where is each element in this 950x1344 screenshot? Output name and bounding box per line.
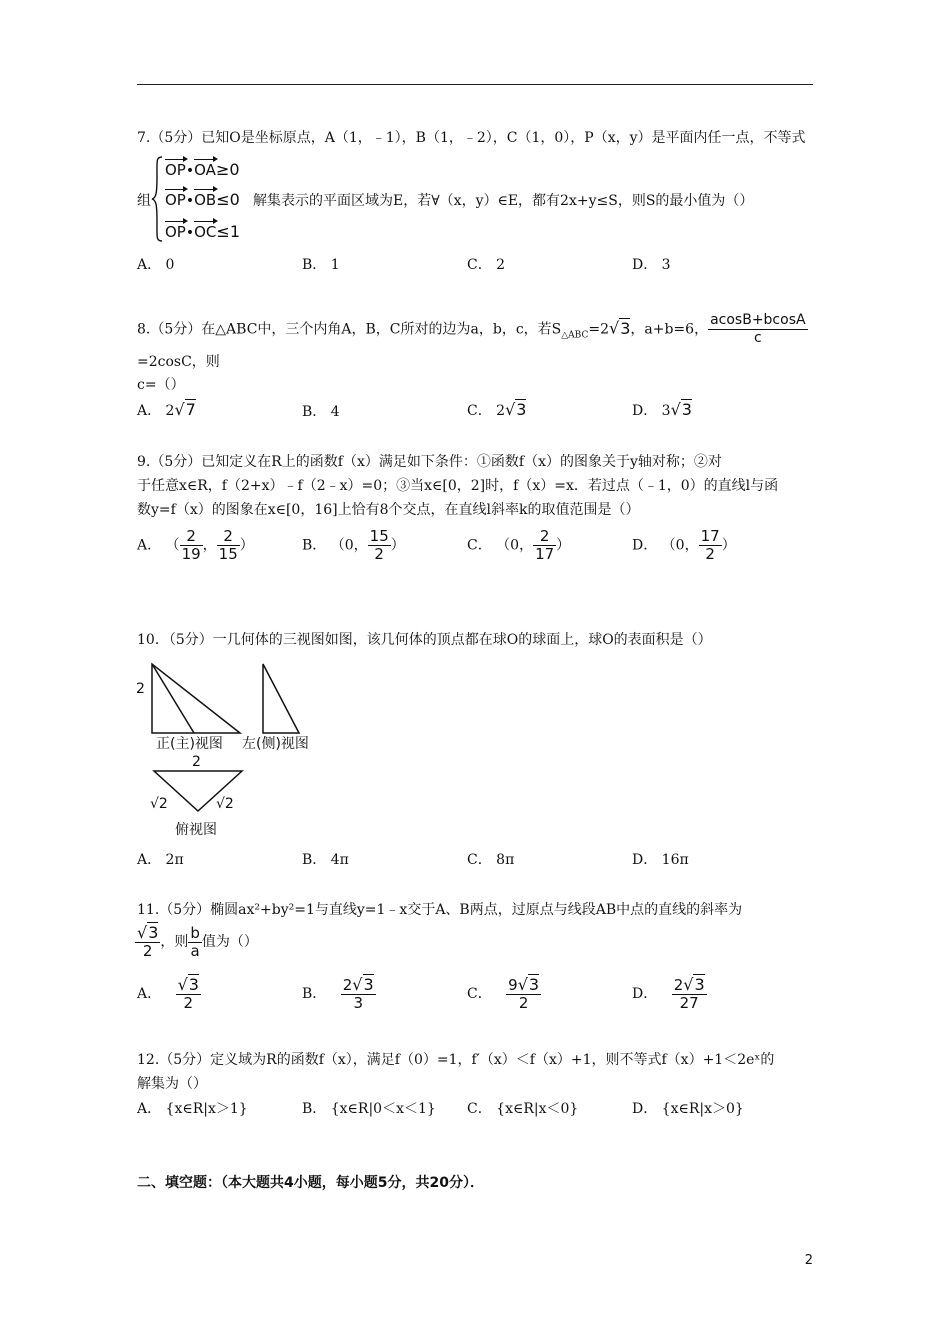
dim-sqrt-right-label: √2 bbox=[216, 796, 234, 812]
q11-line-2: $\frac{√3}{2}$ ，则 $\frac{b}{a}$ 值为（） bbox=[137, 923, 258, 960]
q12-option-d[interactable]: D． {x∈R|x＞0} bbox=[632, 1101, 744, 1117]
q9-line-3: 数y=f（x）的图象在x∈[0，16]上恰有8个交点，在直线l斜率k的取值范围是（） bbox=[137, 502, 640, 518]
q10-option-c[interactable]: C． 8π bbox=[467, 852, 515, 868]
q7-option-c[interactable]: C． 2 bbox=[467, 257, 506, 273]
dim-height-label: 2 bbox=[136, 681, 145, 697]
top-view-label: 俯视图 bbox=[175, 822, 217, 838]
side-view-label: 左(侧)视图 bbox=[242, 736, 309, 752]
q9-option-d[interactable]: D． （0， $\frac{17}{2}$ ） bbox=[632, 527, 736, 563]
q8-option-c[interactable]: C． 2√3 bbox=[467, 400, 527, 419]
q8-line-3: c=（） bbox=[137, 377, 185, 393]
q12-option-b[interactable]: B． {x∈R|0＜x＜1} bbox=[302, 1101, 436, 1117]
q7-prefix: 组 bbox=[137, 193, 151, 209]
q8-option-a[interactable]: A． 2√7 bbox=[137, 400, 196, 419]
q9-line-2: 于任意x∈R，f（2+x）﹣f（2﹣x）=0；③当x∈[0，2]时，f（x）=x．若过点（﹣1，0）的直线l与函 bbox=[137, 478, 779, 494]
q12-line-1: 12.（5分）定义域为R的函数f（x），满足f（0）=1，f′（x）＜f（x）+1，则不等式f（x）+1＜2eˣ的 bbox=[137, 1052, 775, 1068]
q9-option-b[interactable]: B． （0， $\frac{15}{2}$ ） bbox=[302, 527, 405, 563]
q10-option-a[interactable]: A． 2π bbox=[137, 852, 184, 868]
header-rule bbox=[137, 84, 813, 85]
q11-line-1: 11.（5分）椭圆ax²+by²=1与直线y=1﹣x交于A、B两点，过原点与线段AB中点的直线的斜率为 bbox=[137, 902, 743, 918]
q8-fraction: $\frac{acosB+bcosA}{c}$ bbox=[710, 312, 806, 346]
q7-option-b[interactable]: B． 1 bbox=[302, 257, 340, 273]
q7-system-line-2: OP•OB≤0 bbox=[165, 190, 240, 209]
q8-line-2: =2cosC，则 bbox=[137, 354, 220, 370]
q8-stem: 8.（5分）在△ABC中，三个内角A，B，C所对的边为a，b，c，若$S_{\triangle ABC}=2√3$，a+b=6， $\frac{acosB+bcosA}{c}$ bbox=[137, 312, 806, 346]
q7-brace-icon bbox=[151, 156, 163, 242]
q7-system-line-1: OP•OA≥0 bbox=[165, 160, 240, 179]
q7-option-a[interactable]: A． 0 bbox=[137, 257, 175, 273]
q11-option-d[interactable]: D． $\frac{2√3}{27}$ bbox=[632, 975, 705, 1012]
side-view-triangle bbox=[263, 664, 299, 733]
q11-option-b[interactable]: B． $\frac{2√3}{3}$ bbox=[302, 975, 374, 1012]
q7-tail: 解集表示的平面区域为E，若∀（x，y）∈E，都有2x+y≤S，则S的最小值为（） bbox=[253, 193, 754, 209]
sqrt-icon: √3 bbox=[609, 318, 631, 338]
q8-option-d[interactable]: D． 3√3 bbox=[632, 400, 692, 419]
q8-option-b[interactable]: B． 4 bbox=[302, 404, 340, 420]
q12-option-a[interactable]: A． {x∈R|x＞1} bbox=[137, 1101, 248, 1117]
q11-option-a[interactable]: A． $\frac{√3}{2}$ bbox=[137, 975, 199, 1012]
q9-option-a[interactable]: A． （ $\frac{2}{19}$ ， $\frac{2}{15}$ ） bbox=[137, 527, 254, 563]
q10-stem: 10．（5分）一几何体的三视图如图，该几何体的顶点都在球O的球面上，球O的表面积是（） bbox=[137, 632, 712, 648]
q9-line-1: 9.（5分）已知定义在R上的函数f（x）满足如下条件：①函数f（x）的图象关于y轴对称；②对 bbox=[137, 454, 722, 470]
page-number: 2 bbox=[804, 1253, 813, 1268]
three-view-figure bbox=[130, 660, 330, 840]
q7-option-d[interactable]: D． 3 bbox=[632, 257, 671, 273]
q12-line-2: 解集为（） bbox=[137, 1076, 207, 1092]
q12-option-c[interactable]: C． {x∈R|x＜0} bbox=[467, 1101, 579, 1117]
dim-sqrt-left-label: √2 bbox=[150, 796, 168, 812]
front-view-triangle bbox=[152, 664, 240, 733]
q9-option-c[interactable]: C． （0， $\frac{2}{17}$ ） bbox=[467, 527, 571, 563]
front-view-inner-edge bbox=[152, 664, 194, 733]
q7-system-line-3: OP•OC≤1 bbox=[165, 222, 240, 241]
q10-option-b[interactable]: B． 4π bbox=[302, 852, 349, 868]
q7-stem: 7.（5分）已知O是坐标原点，A（1，﹣1），B（1，﹣2），C（1，0），P（x，y）是平面内任一点，不等式 bbox=[137, 130, 806, 146]
dim-top-label: 2 bbox=[192, 754, 201, 770]
q10-option-d[interactable]: D． 16π bbox=[632, 852, 689, 868]
section-2-heading: 二、填空题：（本大题共4小题，每小题5分，共20分）． bbox=[137, 1175, 484, 1191]
front-view-label: 正(主)视图 bbox=[156, 736, 223, 752]
q11-option-c[interactable]: C． $\frac{9√3}{2}$ bbox=[467, 975, 540, 1012]
